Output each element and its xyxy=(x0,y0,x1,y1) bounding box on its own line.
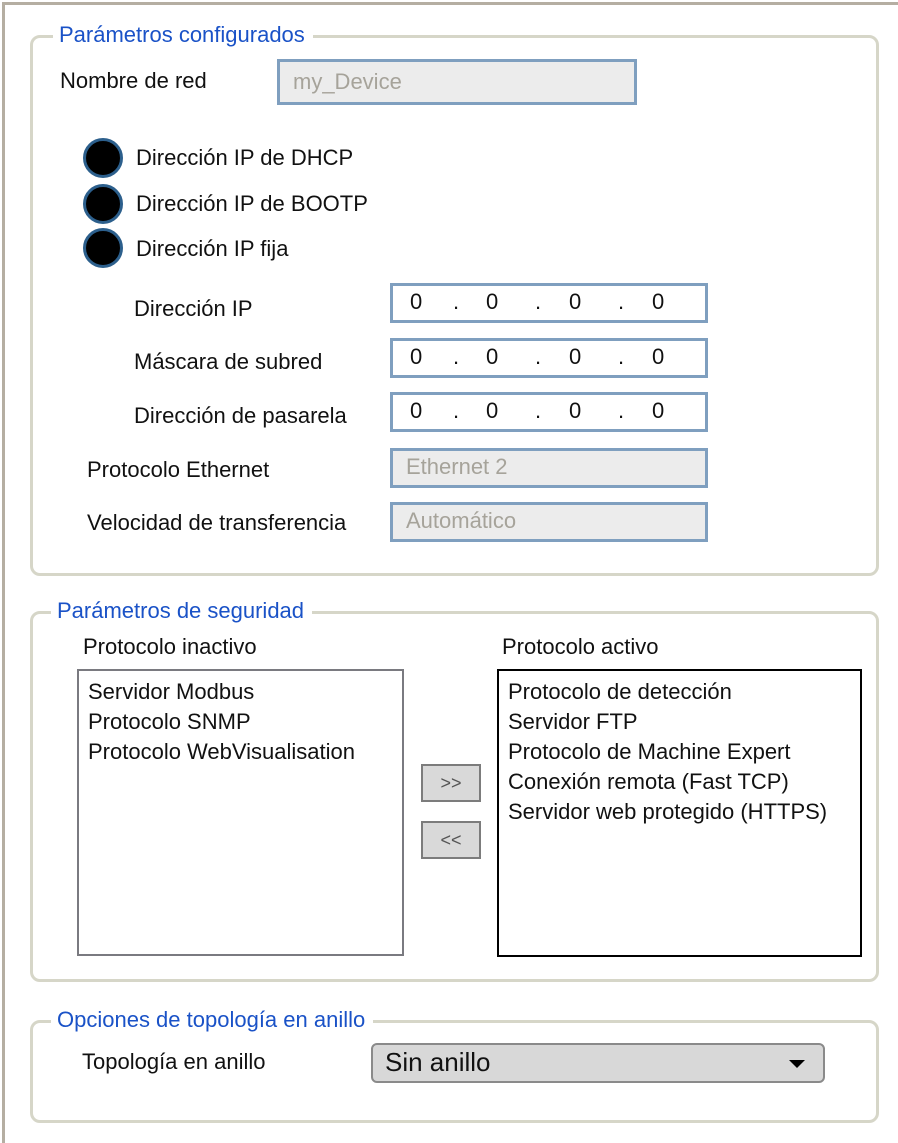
list-item[interactable]: Protocolo de detección xyxy=(508,679,732,704)
subnet-octet-1[interactable]: 0 xyxy=(410,344,423,369)
ip-dot: . xyxy=(618,289,625,314)
radio-fixed-ip-label: Dirección IP fija xyxy=(136,236,289,261)
ip-dot: . xyxy=(618,398,625,423)
subnet-octet-3[interactable]: 0 xyxy=(569,344,582,369)
ring-topology-label: Topología en anillo xyxy=(82,1049,266,1074)
gateway-octet-4[interactable]: 0 xyxy=(652,398,665,423)
transfer-speed-label: Velocidad de transferencia xyxy=(87,510,347,535)
subnet-mask-field[interactable] xyxy=(390,338,708,378)
group-title: Parámetros configurados xyxy=(53,21,313,49)
gateway-label: Dirección de pasarela xyxy=(134,403,347,428)
ip-dot: . xyxy=(535,344,542,369)
radio-fixed-ip[interactable] xyxy=(83,228,123,268)
network-name-value: my_Device xyxy=(293,69,402,94)
gateway-octet-1[interactable]: 0 xyxy=(410,398,423,423)
list-item[interactable]: Protocolo SNMP xyxy=(88,709,251,734)
ethernet-protocol-label: Protocolo Ethernet xyxy=(87,457,270,482)
radio-dhcp[interactable] xyxy=(83,138,123,178)
network-name-label: Nombre de red xyxy=(60,68,207,93)
ethernet-protocol-value: Ethernet 2 xyxy=(406,454,508,479)
ip-dot: . xyxy=(535,289,542,314)
network-name-field[interactable] xyxy=(277,59,637,105)
ring-topology-value: Sin anillo xyxy=(385,1047,491,1077)
active-protocol-label: Protocolo activo xyxy=(502,634,659,659)
radio-bootp-label: Dirección IP de BOOTP xyxy=(136,191,368,216)
ip-dot: . xyxy=(453,289,460,314)
move-to-active-button[interactable]: >> xyxy=(421,764,481,802)
active-protocol-list[interactable] xyxy=(497,669,862,957)
ip-dot: . xyxy=(618,344,625,369)
gateway-field[interactable] xyxy=(390,392,708,432)
list-item[interactable]: Protocolo WebVisualisation xyxy=(88,739,356,764)
chevron-down-icon xyxy=(789,1060,805,1068)
list-item[interactable]: Protocolo de Machine Expert xyxy=(508,739,791,764)
ip-dot: . xyxy=(453,398,460,423)
ip-octet-3[interactable]: 0 xyxy=(569,289,582,314)
ip-octet-1[interactable]: 0 xyxy=(410,289,423,314)
inactive-protocol-list[interactable] xyxy=(77,669,404,956)
ip-dot: . xyxy=(453,344,460,369)
subnet-mask-label: Máscara de subred xyxy=(134,349,323,374)
group-title: Parámetros de seguridad xyxy=(51,597,312,625)
ip-address-field[interactable] xyxy=(390,283,708,323)
ip-octet-4[interactable]: 0 xyxy=(652,289,665,314)
ip-address-label: Dirección IP xyxy=(134,296,253,321)
ethernet-protocol-field[interactable] xyxy=(390,448,708,488)
radio-bootp[interactable] xyxy=(83,184,123,224)
subnet-octet-2[interactable]: 0 xyxy=(486,344,499,369)
list-item[interactable]: Conexión remota (Fast TCP) xyxy=(508,769,789,794)
radio-dhcp-label: Dirección IP de DHCP xyxy=(136,145,354,170)
ip-dot: . xyxy=(535,398,542,423)
ring-topology-select[interactable] xyxy=(371,1043,825,1083)
inactive-protocol-label: Protocolo inactivo xyxy=(83,634,257,659)
move-to-inactive-button[interactable]: << xyxy=(421,821,481,859)
list-item[interactable]: Servidor FTP xyxy=(508,709,638,734)
transfer-speed-value: Automático xyxy=(406,508,517,533)
transfer-speed-field[interactable] xyxy=(390,502,708,542)
group-title: Opciones de topología en anillo xyxy=(51,1006,373,1034)
ip-octet-2[interactable]: 0 xyxy=(486,289,499,314)
list-item[interactable]: Servidor Modbus xyxy=(88,679,255,704)
subnet-octet-4[interactable]: 0 xyxy=(652,344,665,369)
list-item[interactable]: Servidor web protegido (HTTPS) xyxy=(508,799,828,824)
gateway-octet-3[interactable]: 0 xyxy=(569,398,582,423)
gateway-octet-2[interactable]: 0 xyxy=(486,398,499,423)
